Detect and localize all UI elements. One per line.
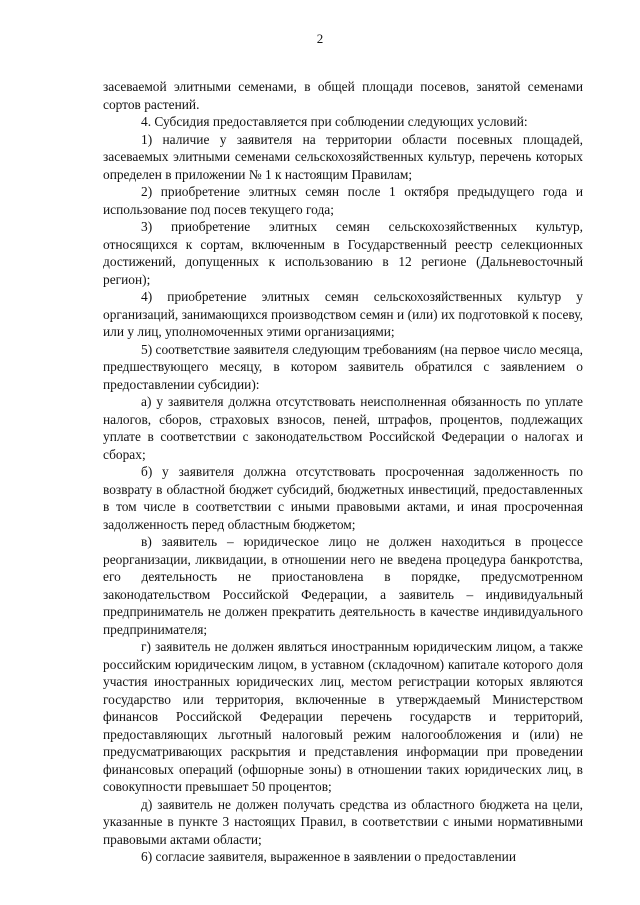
- paragraph: д) заявитель не должен получать средства из областного бюджета на цели, указанные в пункте 3 настоящих Правил, в соответствии с иными нормативными правовыми актами области;: [103, 796, 583, 847]
- paragraph: г) заявитель не должен являться иностранным юридическим лицом, а также российским юридическим лицом, в уставном (складочном) капитале которого доля участия иностранных юридических лиц, местом регистрации которых являются государство или территория, включенные в утверждаемый Министерством финансов Российской Федерации перечень государств и территорий, предоставляющих льготный налоговый режим налогообложения и (или) не предусматривающих раскрытия и представления информации при проведении финансовых операций (офшорные зоны) в отношении таких юридических лиц, в совокупности превышает 50 процентов;: [103, 639, 583, 794]
- paragraph: 1) наличие у заявителя на территории области посевных площадей, засеваемых элитными семенами сельскохозяйственных культур, перечень которых определен в приложении № 1 к настоящим Правилам;: [103, 131, 583, 182]
- paragraph: засеваемой элитными семенами, в общей площади посевов, занятой семенами сортов растений.: [103, 79, 583, 112]
- paragraph: 6) согласие заявителя, выраженное в заявлении о предоставлении: [141, 849, 517, 864]
- paragraph: в) заявитель – юридическое лицо не должен находиться в процессе реорганизации, ликвидации, в отношении него не введена процедура банкротства, его деятельность не приостановлена в порядке, предусмотренном законодательством Российской Федерации, а заявитель – индивидуальный предприниматель не должен прекратить деятельность в качестве индивидуального предпринимателя;: [103, 534, 583, 637]
- page-number: 2: [316, 31, 324, 46]
- paragraph: 3) приобретение элитных семян сельскохозяйственных культур, относящихся к сортам, включенным в Государственный реестр селекционных достижений, допущенных к использованию в 12 регионе (Дальневосточный регион);: [103, 219, 583, 287]
- paragraph: 4) приобретение элитных семян сельскохозяйственных культур у организаций, занимающихся производством семян и (или) их подготовкой к посеву, или у лиц, уполномоченных этими организациями;: [103, 289, 583, 339]
- paragraph: а) у заявителя должна отсутствовать неисполненная обязанность по уплате налогов, сборов, страховых взносов, пеней, штрафов, процентов, подлежащих уплате в соответствии с законодательством Российской Федерации о налогах и сборах;: [103, 394, 583, 462]
- document-body: [103, 78, 583, 866]
- paragraph: 2) приобретение элитных семян после 1 октября предыдущего года и использование под посев текущего года;: [103, 184, 583, 217]
- paragraph: 4. Субсидия предоставляется при соблюдении следующих условий:: [141, 114, 528, 129]
- paragraph: б) у заявителя должна отсутствовать просроченная задолженность по возврату в областной бюджет субсидий, бюджетных инвестиций, предоставленных в том числе в соответствии с иными правовыми актами, и иная просроченная задолженность перед областным бюджетом;: [103, 464, 583, 532]
- paragraph: 5) соответствие заявителя следующим требованиям (на первое число месяца, предшествующего месяцу, в котором заявитель обратился с заявлением о предоставлении субсидии):: [103, 341, 583, 392]
